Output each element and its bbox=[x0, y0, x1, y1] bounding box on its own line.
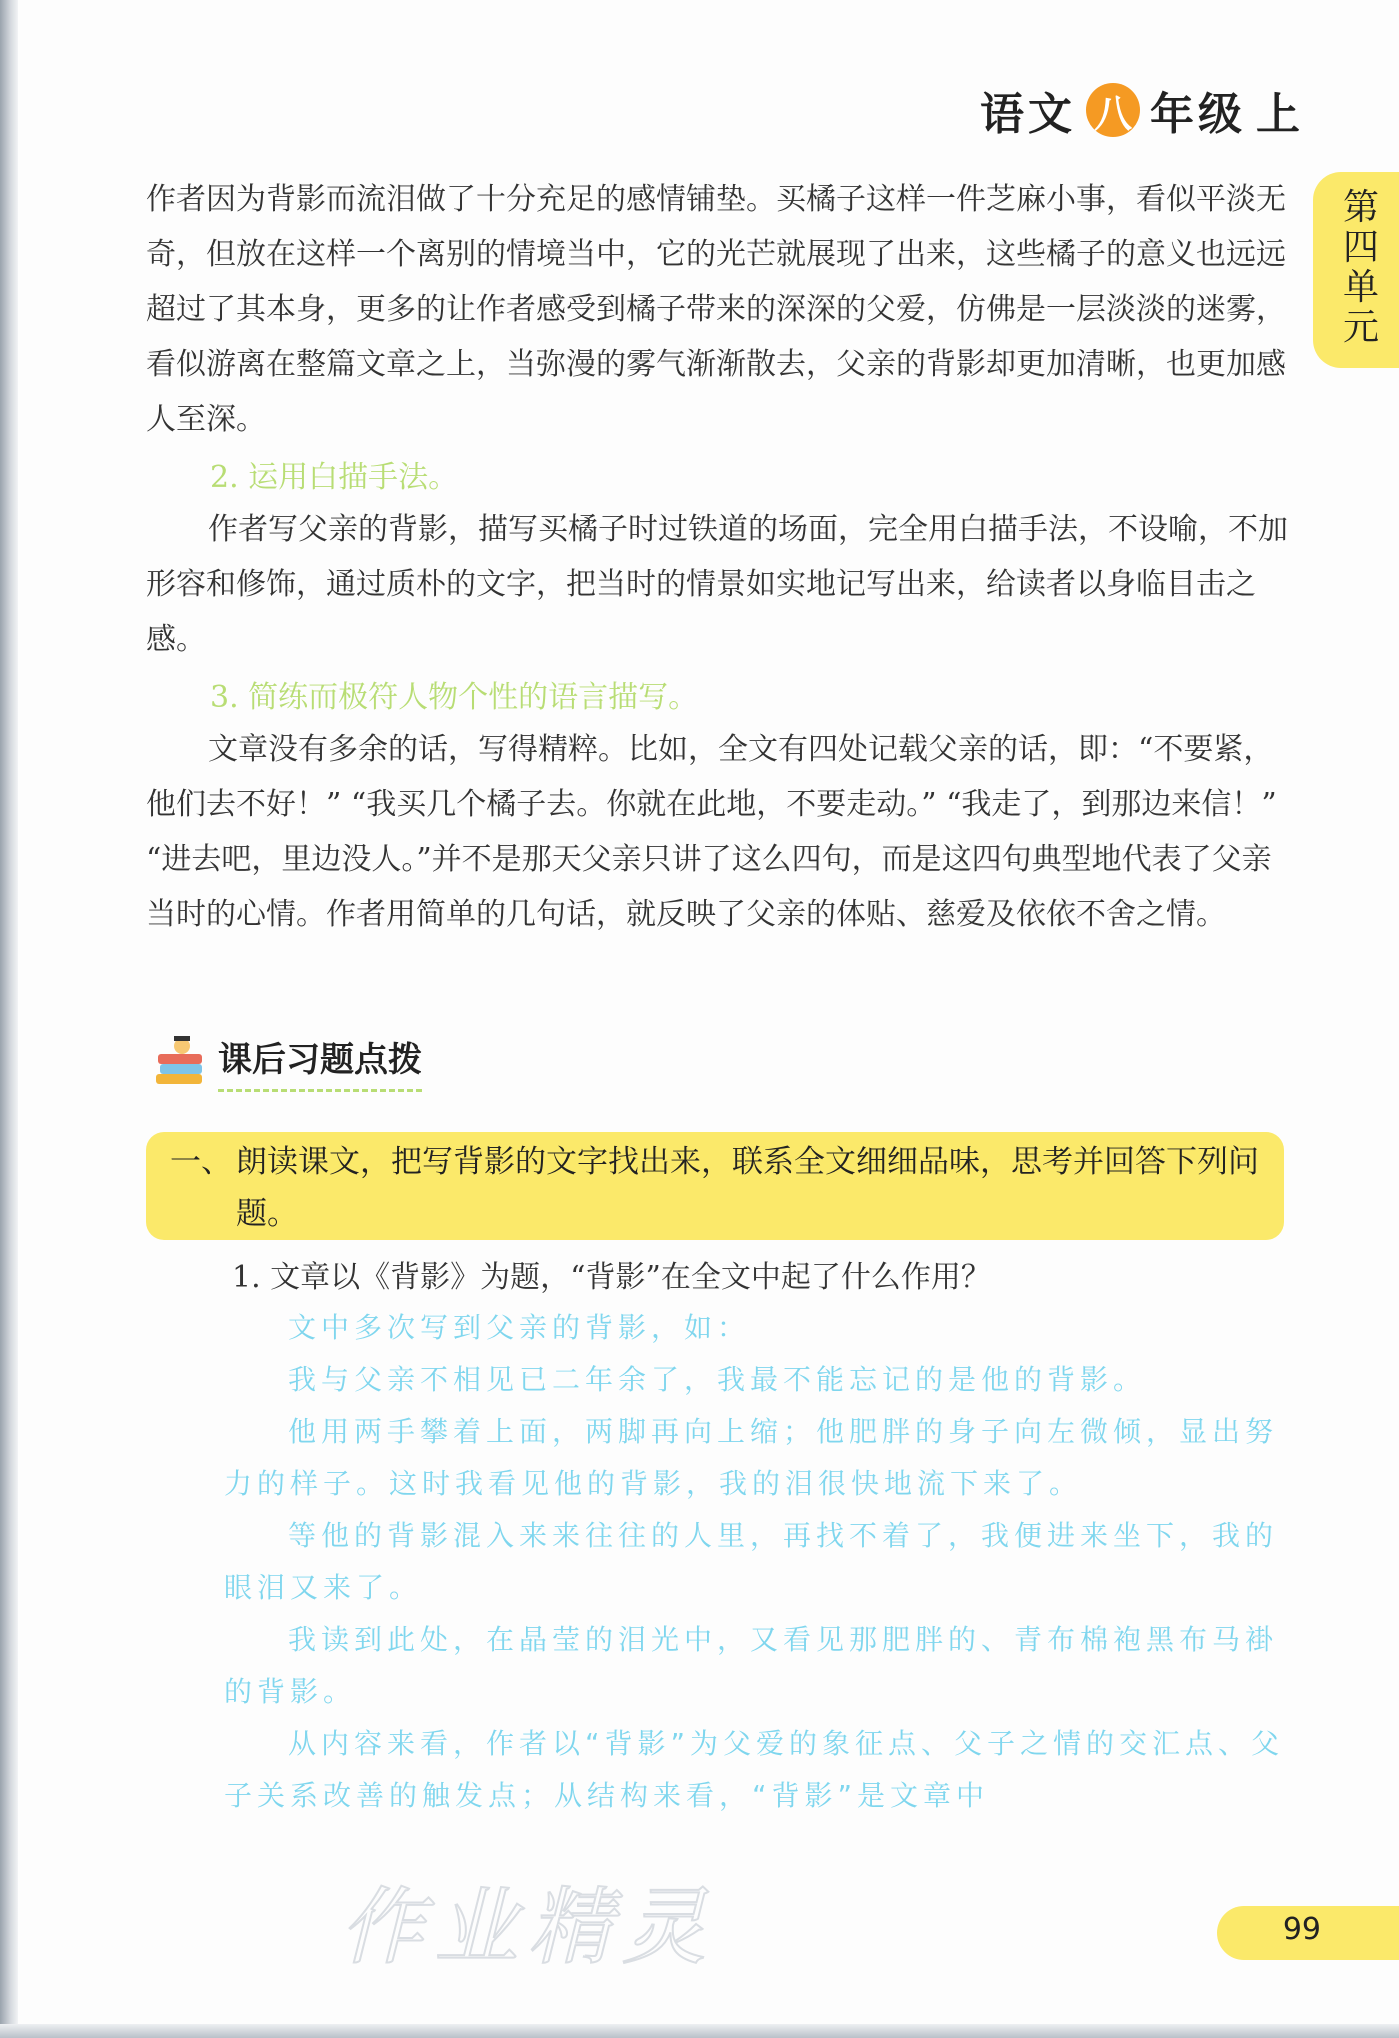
question-body-text: 朗读课文，把写背影的文字找出来，联系全文细细品味，思考并回答下列问题。 bbox=[236, 1144, 1259, 1232]
watermark: 作业精灵 bbox=[340, 1878, 717, 1976]
header-grade: 年级 bbox=[1150, 89, 1246, 140]
paragraph-2-text: 作者写父亲的背影，描写买橘子时过铁道的场面，完全用白描手法，不设喻，不加形容和修饰，通过质朴的文字，把当时的情景如实地记写出来，给读者以身临目击之感。 bbox=[146, 512, 1288, 657]
paragraph-3 bbox=[146, 722, 1290, 942]
paragraph-1 bbox=[146, 172, 1290, 447]
paragraph-3-text: 文章没有多余的话，写得精粹。比如，全文有四处记载父亲的话，即：“不要紧，他们去不好！” “我买几个橘子去。你就在此地，不要走动。” “我走了，到那边来信！” “进去吧，里边没人。”并不是那天父亲只讲了这么四句，而是这四句典型地代表了父亲当时的心情。作者用简单的几句话，就反映了父亲的体贴、慈爱及依依不舍之情。 bbox=[146, 732, 1277, 932]
heading-2: 2. 运用白描手法。 bbox=[210, 460, 459, 495]
answer-line-6: 从内容来看，作者以“背影”为父爱的象征点、父子之情的交汇点、父子关系改善的触发点；从结构来看，“背影”是文章中 bbox=[224, 1727, 1285, 1812]
books-icon bbox=[152, 1034, 208, 1090]
sub-question-1: 1. 文章以《背影》为题，“背影”在全文中起了什么作用？ bbox=[232, 1260, 991, 1295]
paragraph-2 bbox=[146, 502, 1290, 667]
page-number: 99 bbox=[1282, 1912, 1321, 1947]
section-title bbox=[152, 1032, 422, 1092]
question-body bbox=[170, 1136, 1270, 1240]
unit-side-tab-label: 第四单元 bbox=[1342, 187, 1379, 348]
answer-line-1: 文中多次写到父亲的背影，如： bbox=[288, 1311, 751, 1344]
answer-line-3: 他用两手攀着上面，两脚再向上缩；他肥胖的身子向左微倾，显出努力的样子。这时我看见他的背影，我的泪很快地流下来了。 bbox=[224, 1415, 1279, 1500]
page-bottom-edge bbox=[0, 2024, 1399, 2038]
header-volume: 上 bbox=[1256, 89, 1304, 140]
page-binding-edge bbox=[0, 0, 18, 2038]
page-header bbox=[980, 78, 1304, 142]
paragraph-1-text: 作者因为背影而流泪做了十分充足的感情铺垫。买橘子这样一件芝麻小事，看似平淡无奇，但放在这样一个离别的情境当中，它的光芒就展现了出来，这些橘子的意义也远远超过了其本身，更多的让作者感受到橘子带来的深深的父爱，仿佛是一层淡淡的迷雾，看似游离在整篇文章之上，当弥漫的雾气渐渐散去，父亲的背影却更加清晰，也更加感人至深。 bbox=[146, 182, 1286, 437]
header-subject: 语文 bbox=[980, 89, 1076, 140]
grade-badge: 八 bbox=[1086, 83, 1140, 137]
answer-line-2: 我与父亲不相见已二年余了，我最不能忘记的是他的背影。 bbox=[288, 1363, 1147, 1396]
question-number: 一、 bbox=[170, 1144, 232, 1180]
heading-3: 3. 简练而极符人物个性的语言描写。 bbox=[210, 680, 699, 715]
answer-line-4: 等他的背影混入来来往往的人里，再找不着了，我便进来坐下，我的眼泪又来了。 bbox=[224, 1519, 1279, 1604]
answer-block bbox=[224, 1302, 1286, 1822]
section-title-text: 课后习题点拨 bbox=[218, 1032, 422, 1092]
answer-line-5: 我读到此处，在晶莹的泪光中，又看见那肥胖的、青布棉袍黑布马褂的背影。 bbox=[224, 1623, 1279, 1708]
